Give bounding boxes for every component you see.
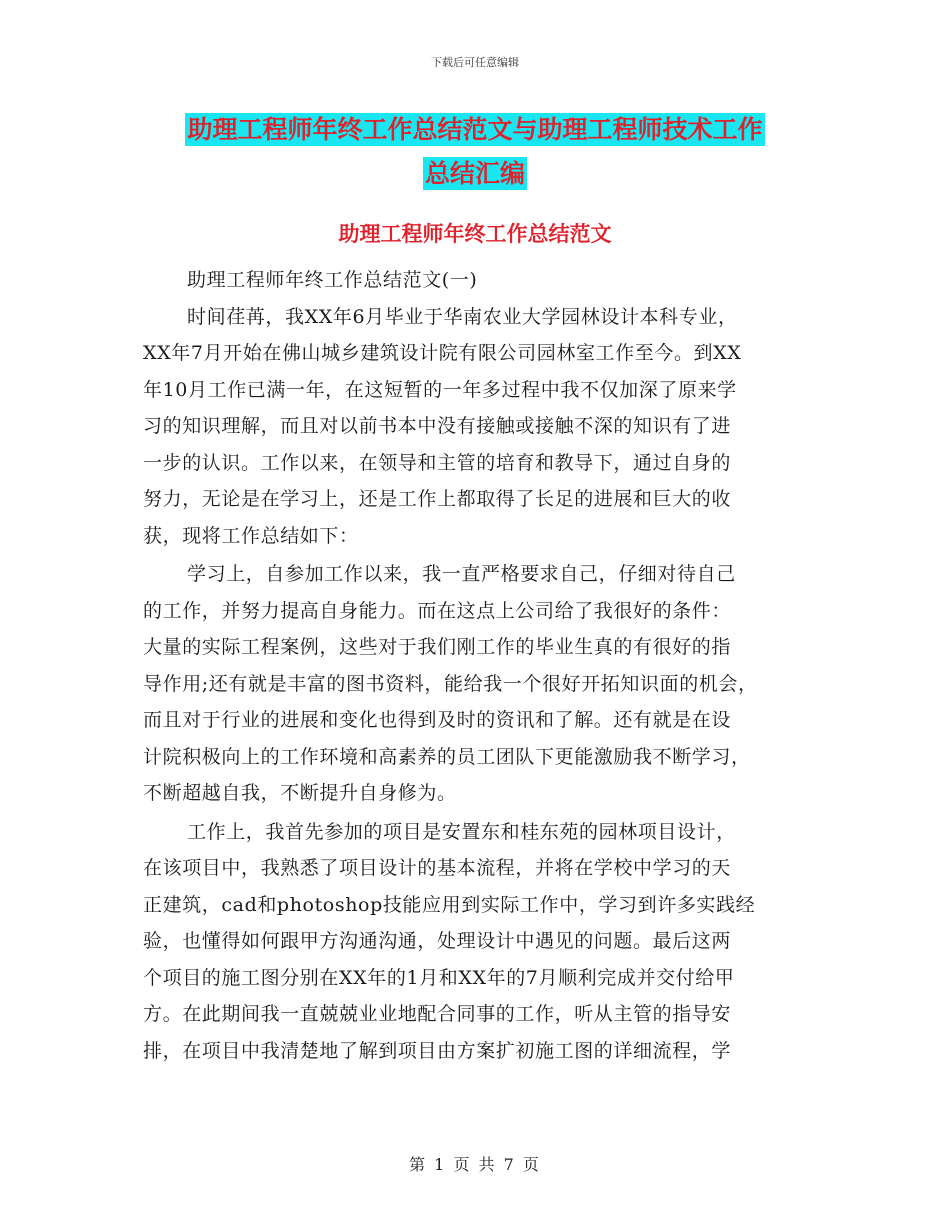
body-line: 而且对于行业的进展和变化也得到及时的资讯和了解。还有就是在设 bbox=[143, 709, 732, 731]
document-title-line-2: 总结汇编 bbox=[424, 159, 525, 188]
body-line: 一步的认识。工作以来，在领导和主管的培育和教导下，通过自身的 bbox=[143, 451, 732, 474]
body-line: 排，在项目中我清楚地了解到项目由方案扩初施工图的详细流程，学 bbox=[143, 1039, 732, 1062]
body-line: 验，也懂得如何跟甲方沟通沟通，处理设计中遇见的问题。最后这两 bbox=[143, 930, 732, 952]
body-line: 时间荏苒，我XX年6月毕业于华南农业大学园林设计本科专业， bbox=[187, 305, 738, 328]
body-line: XX年7月开始在佛山城乡建筑设计院有限公司园林室工作至今。到XX bbox=[143, 342, 742, 364]
paragraph-heading: 助理工程师年终工作总结范文(一) bbox=[187, 269, 478, 291]
body-line: 导作用;还有就是丰富的图书资料，能给我一个很好开拓知识面的机会， bbox=[143, 672, 758, 695]
body-line: 获，现将工作总结如下： bbox=[143, 524, 359, 547]
body-line: 在该项目中，我熟悉了项目设计的基本流程，并将在学校中学习的天 bbox=[143, 857, 732, 879]
body-line: 习的知识理解，而且对以前书本中没有接触或接触不深的知识有了进 bbox=[143, 415, 732, 437]
body-line: 努力，无论是在学习上，还是工作上都取得了长足的进展和巨大的收 bbox=[143, 488, 732, 510]
page-header-note: 下载后可任意编辑 bbox=[431, 56, 519, 69]
body-line: 学习上，自参加工作以来，我一直严格要求自己，仔细对待自己 bbox=[187, 563, 736, 585]
body-line: 年10月工作已满一年，在这短暂的一年多过程中我不仅加深了原来学 bbox=[143, 378, 737, 401]
document-body bbox=[143, 262, 813, 1069]
body-line: 正建筑，cad和photoshop技能应用到实际工作中，学习到许多实践经 bbox=[143, 893, 756, 916]
body-line: 大量的实际工程案例，这些对于我们刚工作的毕业生真的有很好的指 bbox=[143, 636, 732, 658]
document-title-line-1: 助理工程师年终工作总结范文与助理工程师技术工作 bbox=[187, 115, 763, 144]
document-title bbox=[0, 108, 950, 196]
body-line: 方。在此期间我一直兢兢业业地配合同事的工作，听从主管的指导安 bbox=[143, 1003, 732, 1025]
body-line: 的工作，并努力提高自身能力。而在这点上公司给了我很好的条件： bbox=[143, 599, 732, 622]
body-line: 不断超越自我，不断提升自身修为。 bbox=[143, 782, 457, 804]
section-title: 助理工程师年终工作总结范文 bbox=[338, 222, 612, 246]
page-number-footer: 第 1 页 共 7 页 bbox=[409, 1155, 541, 1174]
body-line: 工作上，我首先参加的项目是安置东和桂东苑的园林项目设计， bbox=[187, 820, 736, 843]
body-line: 个项目的施工图分别在XX年的1月和XX年的7月顺利完成并交付给甲 bbox=[143, 966, 735, 989]
body-line: 计院积极向上的工作环境和高素养的员工团队下更能激励我不断学习， bbox=[143, 745, 751, 768]
